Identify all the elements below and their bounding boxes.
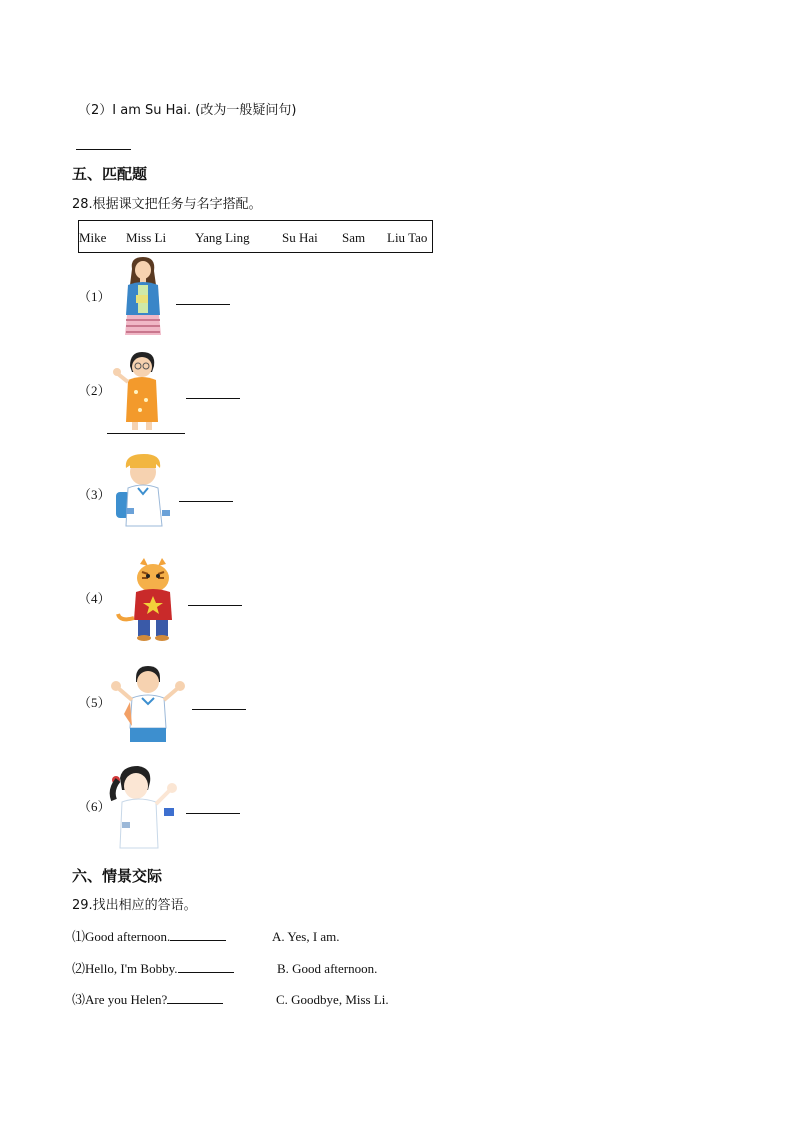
name-option: Mike <box>79 230 107 245</box>
q29-question: ⑶Are you Helen? <box>72 992 168 1007</box>
teacher-woman-figure <box>118 255 168 340</box>
item-label: （1） <box>78 289 111 304</box>
answer-blank[interactable] <box>192 708 246 710</box>
answer-blank[interactable] <box>178 971 234 973</box>
q29-prompt: 29.找出相应的答语。 <box>72 898 197 913</box>
q29-answer: B. Good afternoon. <box>277 961 378 976</box>
item-label: （5） <box>78 695 111 710</box>
girl-waving-figure <box>110 352 170 432</box>
q28-prompt: 28.根据课文把任务与名字搭配。 <box>72 197 262 212</box>
answer-blank[interactable] <box>188 604 242 606</box>
name-option: Miss Li <box>126 230 167 245</box>
name-option: Sam <box>342 230 366 245</box>
name-option: Yang Ling <box>195 230 250 245</box>
item-label: （3） <box>78 487 111 502</box>
answer-blank[interactable] <box>76 148 131 150</box>
q29-question-row <box>72 961 234 977</box>
name-options-box <box>78 220 433 253</box>
item-label: （6） <box>78 799 111 814</box>
tiger-cat-figure <box>114 558 184 642</box>
section5-heading: 五、匹配题 <box>72 165 148 183</box>
name-option: Su Hai <box>282 230 318 245</box>
answer-blank[interactable] <box>186 397 240 399</box>
blond-boy-backpack-figure <box>112 452 174 536</box>
answer-blank[interactable] <box>170 939 226 941</box>
answer-blank[interactable] <box>186 812 240 814</box>
name-option: Liu Tao <box>387 230 428 245</box>
underline-rule <box>107 432 185 434</box>
q29-question-row <box>72 929 226 945</box>
boy-waving-figure <box>110 666 186 746</box>
q29-question: ⑵Hello, I'm Bobby. <box>72 961 178 976</box>
section6-heading: 六、情景交际 <box>72 867 163 885</box>
item-label: （2） <box>78 383 111 398</box>
q27-part2-text: （2）I am Su Hai. (改为一般疑问句) <box>78 103 297 118</box>
answer-blank[interactable] <box>179 500 233 502</box>
q29-answer: C. Goodbye, Miss Li. <box>276 992 389 1007</box>
q29-question: ⑴Good afternoon. <box>72 929 171 944</box>
item-label: （4） <box>78 591 111 606</box>
answer-blank[interactable] <box>176 303 230 305</box>
answer-blank[interactable] <box>167 1002 223 1004</box>
q29-question-row <box>72 992 223 1008</box>
girl-ponytail-figure <box>108 766 184 850</box>
q29-answer: A. Yes, I am. <box>272 929 340 944</box>
